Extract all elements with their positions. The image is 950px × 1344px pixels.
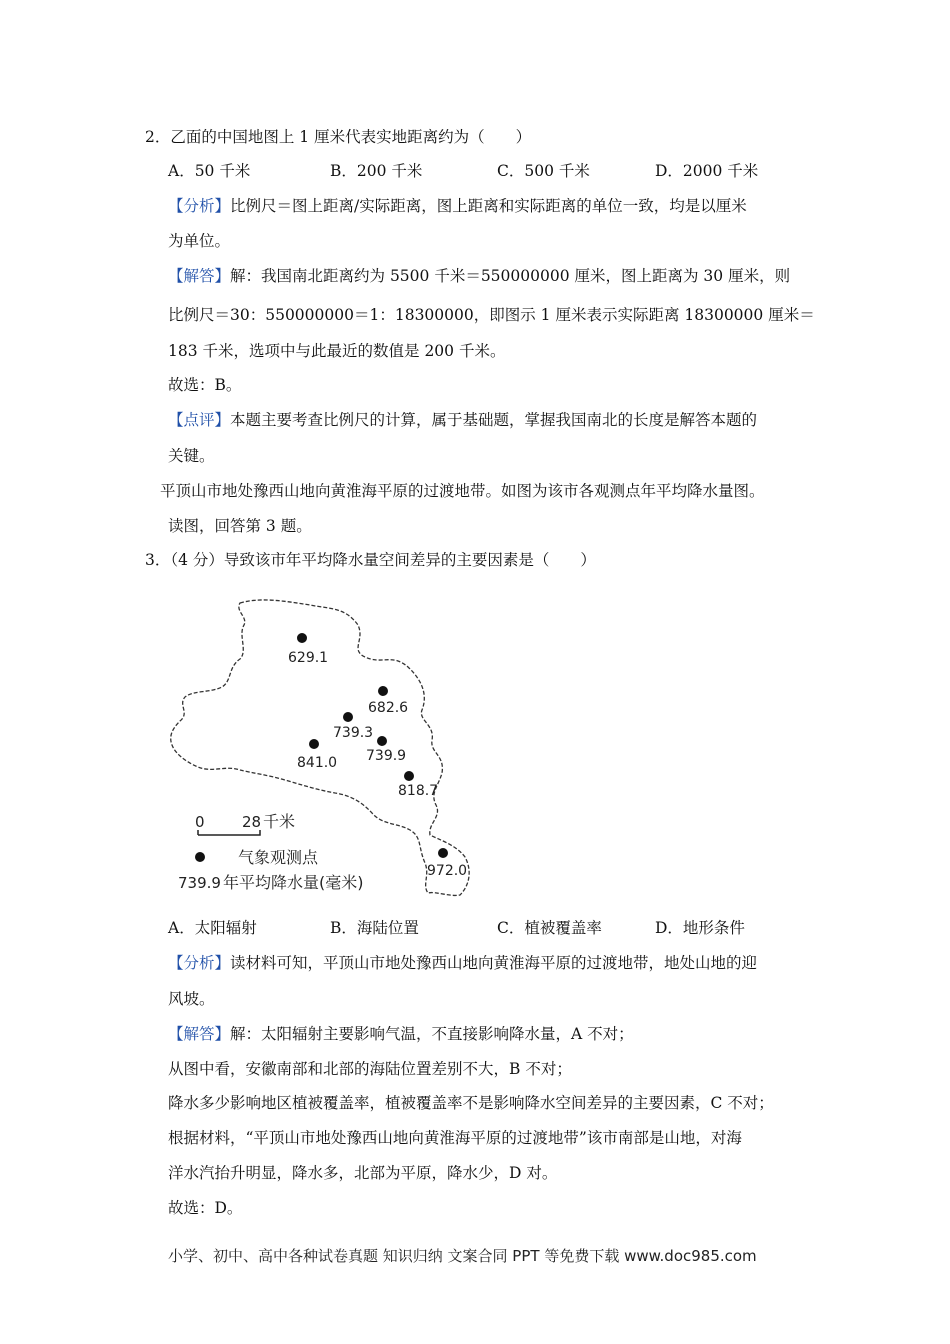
station-3 <box>333 712 373 741</box>
analysis-text: 读材料可知，平顶山市地处豫西山地向黄淮海平原的过渡地带，地处山地的迎 <box>230 954 758 972</box>
q3-answer-l4: 根据材料，“平顶山市地处豫西山地向黄淮海平原的过渡地带”该市南部是山地，对海 <box>168 1129 742 1147</box>
q3-answer-l5: 洋水汽抬升明显，降水多，北部为平原，降水少，D 对。 <box>168 1164 558 1182</box>
q3-choice: 故选：D。 <box>168 1199 243 1217</box>
station-5 <box>297 739 337 771</box>
precipitation-map <box>160 595 490 900</box>
q2-option-c: C．500 千米 <box>497 162 590 180</box>
analysis-tag: 【分析】 <box>168 197 231 215</box>
q3-analysis <box>168 953 757 973</box>
station-dot <box>377 736 387 746</box>
station-value: 739.9 <box>366 748 407 764</box>
q3-analysis-cont: 风坡。 <box>168 990 215 1008</box>
legend-station-label: 气象观测点 <box>238 848 319 867</box>
page-footer: 小学、初中、高中各种试卷真题 知识归纳 文案合同 PPT 等免费下载 www.doc985.com <box>168 1247 757 1265</box>
q2-analysis-cont: 为单位。 <box>168 232 231 250</box>
station-value: 682.6 <box>368 700 409 716</box>
legend-dot <box>195 852 205 862</box>
station-6 <box>398 771 438 799</box>
q3-answer <box>168 1024 634 1044</box>
legend-sample-value: 739.9 <box>178 874 221 892</box>
q2-option-b: B．200 千米 <box>330 162 423 180</box>
station-value: 841.0 <box>297 755 338 771</box>
q3-stem: 3．（4 分）导致该市年平均降水量空间差异的主要因素是（ ） <box>145 551 596 569</box>
analysis-text: 比例尺＝图上距离/实际距离，图上距离和实际距离的单位一致，均是以厘米 <box>230 197 747 215</box>
q3-option-d: D．地形条件 <box>655 919 745 937</box>
q2-answer-l2: 比例尺＝30：550000000＝1：18300000，即图示 1 厘米表示实际距离 18300000 厘米＝ <box>168 306 815 324</box>
comment-text: 本题主要考查比例尺的计算，属于基础题，掌握我国南北的长度是解答本题的 <box>230 411 758 429</box>
q2-stem: 2．乙面的中国地图上 1 厘米代表实地距离约为（ ） <box>145 128 532 146</box>
q3-answer-l3: 降水多少影响地区植被覆盖率，植被覆盖率不是影响降水空间差异的主要因素，C 不对； <box>168 1094 774 1112</box>
station-value: 972.0 <box>427 863 468 879</box>
material-line-1: 平顶山市地处豫西山地向黄淮海平原的过渡地带。如图为该市各观测点年平均降水量图。 <box>160 482 765 500</box>
legend <box>178 848 364 892</box>
q3-option-c: C．植被覆盖率 <box>497 919 602 937</box>
q2-answer-l3: 183 千米，选项中与此最近的数值是 200 千米。 <box>168 342 506 360</box>
station-2 <box>368 686 408 716</box>
scale-value: 28 <box>242 813 262 831</box>
station-dot <box>309 739 319 749</box>
analysis-tag: 【分析】 <box>168 954 231 972</box>
station-dot <box>378 686 388 696</box>
material-line-2: 读图，回答第 3 题。 <box>168 517 312 535</box>
scale-bar <box>195 812 295 835</box>
answer-tag: 【解答】 <box>168 1025 231 1043</box>
station-dot <box>297 633 307 643</box>
q2-analysis <box>168 196 747 216</box>
station-dot <box>404 771 414 781</box>
scale-zero: 0 <box>195 813 205 831</box>
scale-unit: 千米 <box>263 812 296 831</box>
q2-comment <box>168 410 757 430</box>
q2-option-d: D．2000 千米 <box>655 162 759 180</box>
q3-answer-l2: 从图中看，安徽南部和北部的海陆位置差别不大，B 不对； <box>168 1060 572 1078</box>
q2-comment-cont: 关键。 <box>168 447 215 465</box>
q3-option-b: B．海陆位置 <box>330 919 419 937</box>
q2-answer <box>168 266 790 286</box>
legend-value-label: 年平均降水量(毫米) <box>223 873 364 892</box>
station-value: 739.3 <box>333 725 374 741</box>
station-1 <box>288 633 328 666</box>
city-boundary <box>171 600 469 895</box>
answer-text: 解：太阳辐射主要影响气温，不直接影响降水量，A 不对； <box>230 1025 634 1043</box>
answer-text: 解：我国南北距离约为 5500 千米＝550000000 厘米，图上距离为 30 厘米，则 <box>230 267 791 285</box>
q2-option-a: A．50 千米 <box>168 162 251 180</box>
station-dot <box>343 712 353 722</box>
station-dot <box>438 848 448 858</box>
station-value: 629.1 <box>288 650 329 666</box>
comment-tag: 【点评】 <box>168 411 231 429</box>
q3-option-a: A．太阳辐射 <box>168 919 257 937</box>
station-value: 818.7 <box>398 783 439 799</box>
q2-choice: 故选：B。 <box>168 376 242 394</box>
answer-tag: 【解答】 <box>168 267 231 285</box>
